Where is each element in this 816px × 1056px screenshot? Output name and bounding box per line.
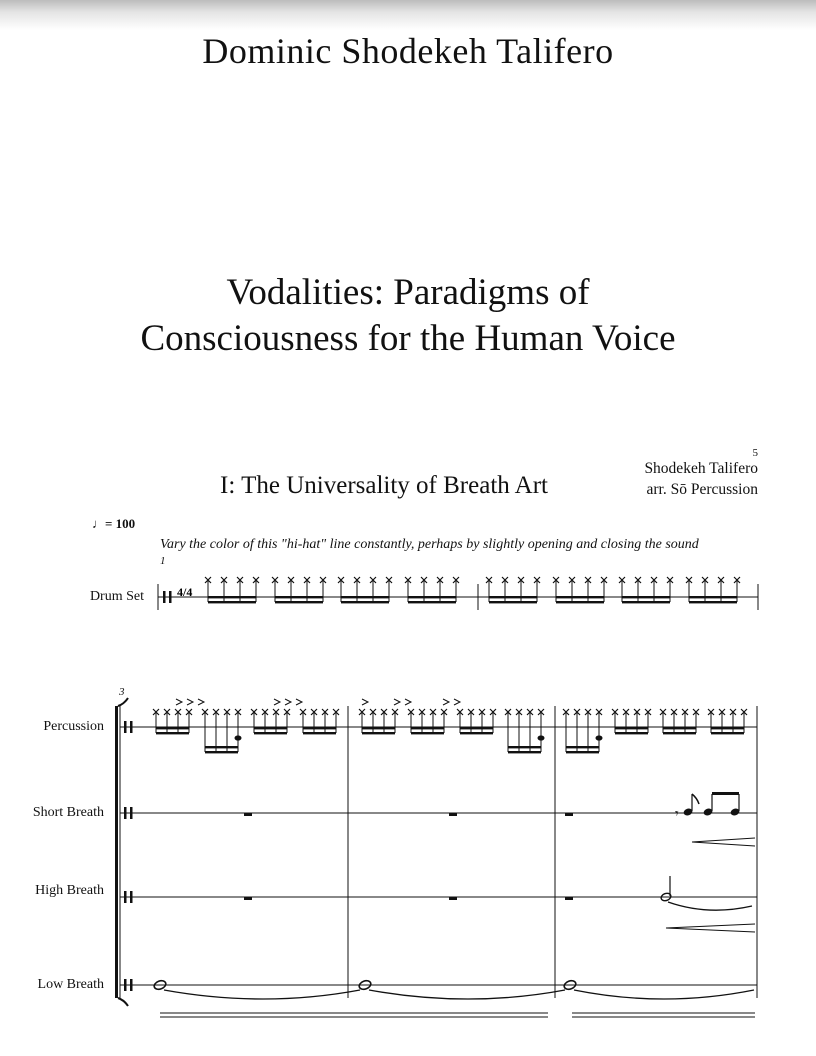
movement-title: I: The Universality of Breath Art (220, 472, 548, 499)
percussion-note-group (153, 709, 192, 734)
hihat-note-group (272, 577, 326, 603)
performance-note: Vary the color of this "hi-hat" line constantly, perhaps by slightly opening and closing the sound (160, 537, 699, 552)
percussion-note-group (505, 709, 545, 753)
instrument-label-high-breath: High Breath (35, 883, 104, 898)
percussion-note-group (300, 709, 339, 734)
svg-text:𝄾: 𝄾 (675, 806, 679, 822)
percussion-note-group (408, 709, 447, 734)
title-line-2: Consciousness for the Human Voice (140, 318, 676, 359)
tempo-text: = 100 (105, 516, 136, 531)
page-number: 5 (752, 447, 758, 459)
drum-set-staff (158, 577, 758, 610)
percussion-note-group (612, 709, 651, 734)
arranger-credit: arr. Sō Percussion (646, 481, 758, 498)
hihat-note-group (553, 577, 607, 603)
percussion-note-group (563, 709, 603, 753)
percussion-note-group (708, 709, 747, 734)
percussion-note-group (202, 709, 242, 753)
percussion-notes (153, 699, 747, 753)
time-signature (177, 585, 192, 599)
instrument-label-short-breath: Short Breath (32, 805, 104, 820)
hihat-note-group (486, 577, 540, 603)
title-line-1: Vodalities: Paradigms of (226, 272, 590, 313)
accent-marks (176, 699, 460, 705)
measure-number-1: 1 (160, 555, 166, 567)
percussion-note-group (251, 709, 290, 734)
hihat-note-group (405, 577, 459, 603)
percussion-note-group (457, 709, 496, 734)
system-bracket (115, 698, 128, 1006)
hihat-note-group (619, 577, 673, 603)
hihat-note-group (205, 577, 259, 603)
instrument-label-drum-set: Drum Set (89, 589, 144, 604)
instrument-label-low-breath: Low Breath (37, 977, 104, 992)
high-breath-half-note (660, 876, 755, 932)
svg-text:4/4: 4/4 (177, 585, 193, 599)
barlines (348, 706, 757, 998)
instrument-label-percussion: Percussion (43, 719, 104, 734)
composer-header: Dominic Shodekeh Talifero (202, 31, 614, 71)
hihat-note-group (686, 577, 740, 603)
percussion-note-group (359, 709, 398, 734)
system-2 (115, 698, 757, 1017)
drum-set-hihat-notes (205, 577, 740, 603)
quarter-note-icon: ♩ (92, 516, 105, 531)
short-breath-eighth-notes (675, 792, 755, 846)
composer-credit: Shodekeh Talifero (644, 460, 758, 477)
measure-number-3: 3 (119, 686, 125, 698)
percussion-note-group (660, 709, 699, 734)
hihat-note-group (338, 577, 392, 603)
